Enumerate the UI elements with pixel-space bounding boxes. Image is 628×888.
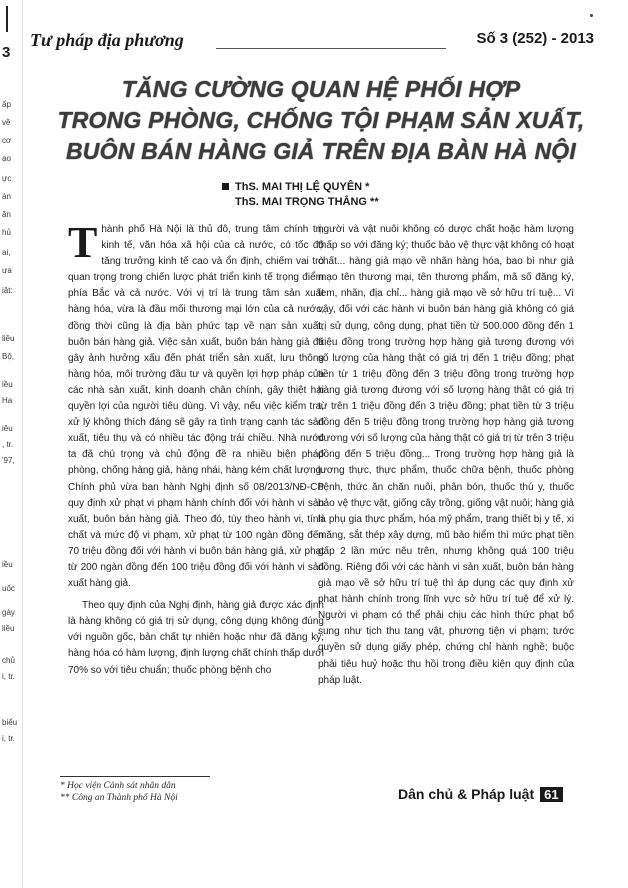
title-line: TĂNG CƯỜNG QUAN HỆ PHỐI HỢP [121,76,521,102]
gutter-fragment: ấp [2,100,11,109]
gutter-fragment: iều [2,560,13,569]
author-name: ThS. MAI THỊ LỆ QUYÊN * [235,181,370,193]
page-number: 61 [540,787,562,802]
paragraph-text: hành phố Hà Nội là thủ đô, trung tâm chính trị, kinh tế, văn hóa xã hội của cả nước, có tốc độ tăng trưởng kinh tế cao và ổn định, chiếm vai trò quan trọng trong chiến lược phát triển kinh tế trọng điểm phía Bắc và cả nước. Với vị trí là trung tâm sản xuất hàng hóa, vừa là đầu mối thương mại lớn của cả nước, đồng thời cũng là địa bàn phức tạp về nạn sản xuất, buôn bán hàng giả. Việc sản xuất, buôn bán hàng giả đã gây ảnh hưởng xấu đến phát triển sản xuất, lưu thông hàng hóa, môi trường đầu tư và quyền lợi hợp pháp của các nhà sản xuất, kinh doanh chân chính, gây thiệt hại quyền lợi của người tiêu dùng. Vì vậy, nếu việc kiểm tra, xử lý không thích đáng sẽ gây ra tình trạng cạnh tác sản xuất, tiêu thụ và có nhiều tác động trái chiều. Nhà nước ta đã chú trọng và chủ động đề ra nhiều biện pháp phòng, chống hàng giả, hàng nhái, hàng kém chất lượng. Chính phủ vừa ban hành Nghị định số 08/2013/NĐ-CP quy định xử phạt vi phạm hành chính đối với hành vi sản xuất, buôn bán hàng giả. Theo đó, tùy theo hành vi, tính chất và mức độ vi phạm, xử phạt từ 100 ngàn đồng đến 70 triệu đồng đối với hành vi buôn bán hàng giả, xử phạt từ 200 ngàn đồng đến 100 triệu đồng đối với hành vi sản xuất hàng giả. [68,224,324,590]
gutter-fragment: hủ [2,228,11,237]
gutter-fragment: gày [2,608,15,617]
gutter-fragment: ạo [2,154,11,163]
journal-name: Dân chủ & Pháp luật [398,786,535,802]
facing-page-number: 3 [2,44,11,61]
section-name: Tư pháp địa phương [30,30,184,50]
gutter-fragment: ai, [2,248,11,257]
gutter-fragment: án [2,192,11,201]
title-line: BUÔN BÁN HÀNG GIẢ TRÊN ĐỊA BÀN HÀ NỘI [66,138,576,164]
header-rule [216,48,446,49]
gutter-fragment: chủ [2,656,15,665]
drop-cap: T [68,218,98,267]
body-column-left [68,218,324,679]
bullet-square-icon [222,183,229,190]
title-line: TRONG PHÒNG, CHỐNG TỘI PHẠM SẢN XUẤT, [57,107,585,133]
footnote: * Học viện Cảnh sát nhân dân [60,781,176,791]
article-title [48,74,594,167]
gutter-fragment: '97, [2,456,15,465]
author-name: ThS. MAI TRỌNG THẮNG ** [235,196,379,208]
author-block [222,180,379,210]
body-paragraph: người và vật nuôi không có dược chất hoặc hàm lượng thấp so với đăng ký; thuốc bảo vệ thực vật không có hoạt chất... hàng giả mạo về nhãn hàng hóa, bao bì như giả mạo tên thương mại, tên thương phẩm, mã số đăng ký, tem, nhãn, địa chỉ... hàng giả mạo về sở hữu trí tuệ... Vì vậy, đối với các hành vi buôn bán hàng giả không có giá trị sử dụng, công dụng, phạt tiền từ 500.000 đồng đến 1 triệu đồng trong trường hợp hàng giả tương đương với số lượng của hàng thật có giá trị đến 1 triệu đồng; phạt tiền từ 1 triệu đồng đến 3 triệu đồng trong trường hợp hàng giả tương đương với số lượng hàng thật có giá trị từ trên 1 triệu đồng đến 3 triệu đồng; phạt tiền từ 3 triệu đồng đến 5 triệu đồng trong trường hợp hàng giả tương đương với số lượng của hàng thật có giá trị từ trên 3 triệu đồng đến 5 triệu đồng... Trong trường hợp hàng giả là lương thực, thực phẩm, thuốc chữa bệnh, thuốc phòng bệnh, thức ăn chăn nuôi, phân bón, thuốc thú y, thuốc bảo vệ thực vật, giống cây trồng, giống vật nuôi; hàng giả là phụ gia thực phẩm, hóa mỹ phẩm, trang thiết bị y tế, xi măng, sắt thép xây dựng, mũ bảo hiểm thì mức phạt tiền gấp 2 lần mức nêu trên, nhưng không quá 100 triệu đồng. Riêng đối với các hành vi sản xuất, buôn bán hàng giả mạo về sở hữu trí tuệ thì áp dụng các quy định xử phạt hành chính trong lĩnh vực sở hữu trí tuệ để xử lý. Người vi phạm có thể phải chịu các hình thức phạt bổ sung như tịch thu tang vật, phương tiện vi phạm; tước quyền sử dụng giấy phép, chứng chỉ hành nghề; buộc phải tiêu huỷ hoặc thu hồi trong điều kiện quy định của pháp luật. [318,224,574,686]
gutter-fragment: iật: [2,286,13,295]
scan-speck [590,14,593,17]
gutter-fragment: liều [2,334,15,343]
gutter-fragment: Ha [2,396,13,405]
gutter-fragment: ưa [2,266,12,275]
gutter-fragment: liều [2,624,15,633]
gutter-fragment: uốc [2,584,15,593]
gutter-fragment: Bộ, [2,352,15,361]
gutter-fragment: về [2,118,11,127]
gutter-fragment: i, tr. [2,734,15,743]
body-paragraph: Theo quy định của Nghị định, hàng giả được xác định là hàng không có giá trị sử dụng, công dụng không đúng với nguồn gốc, bản chất tự nhiên hoặc như đã đăng ký; hàng hóa có hàm lượng, định lượng chất chính thấp dưới 70% so với tiêu chuẩn; thuốc phòng bệnh cho [68,600,324,676]
issue-number: Số 3 (252) - 2013 [476,30,594,47]
body-paragraph [68,218,324,592]
footnotes [60,780,178,804]
body-column-right [318,222,574,689]
gutter-fragment: iêu [2,424,13,433]
gutter-fragment: cơ [2,136,12,145]
gutter-fragment: , tr. [2,440,14,449]
footnote-rule [60,776,210,777]
gutter-fragment: i, tr. [2,672,15,681]
gutter-fragment: ực [2,174,12,183]
gutter-fragment: ăn [2,210,11,219]
running-header [30,30,598,52]
gutter-fragment: biểu [2,718,18,727]
gutter-rule [6,6,8,32]
footnote: ** Công an Thành phố Hà Nội [60,793,178,803]
running-footer [398,786,563,802]
facing-page-gutter [0,0,23,888]
gutter-fragment: iều [2,380,13,389]
